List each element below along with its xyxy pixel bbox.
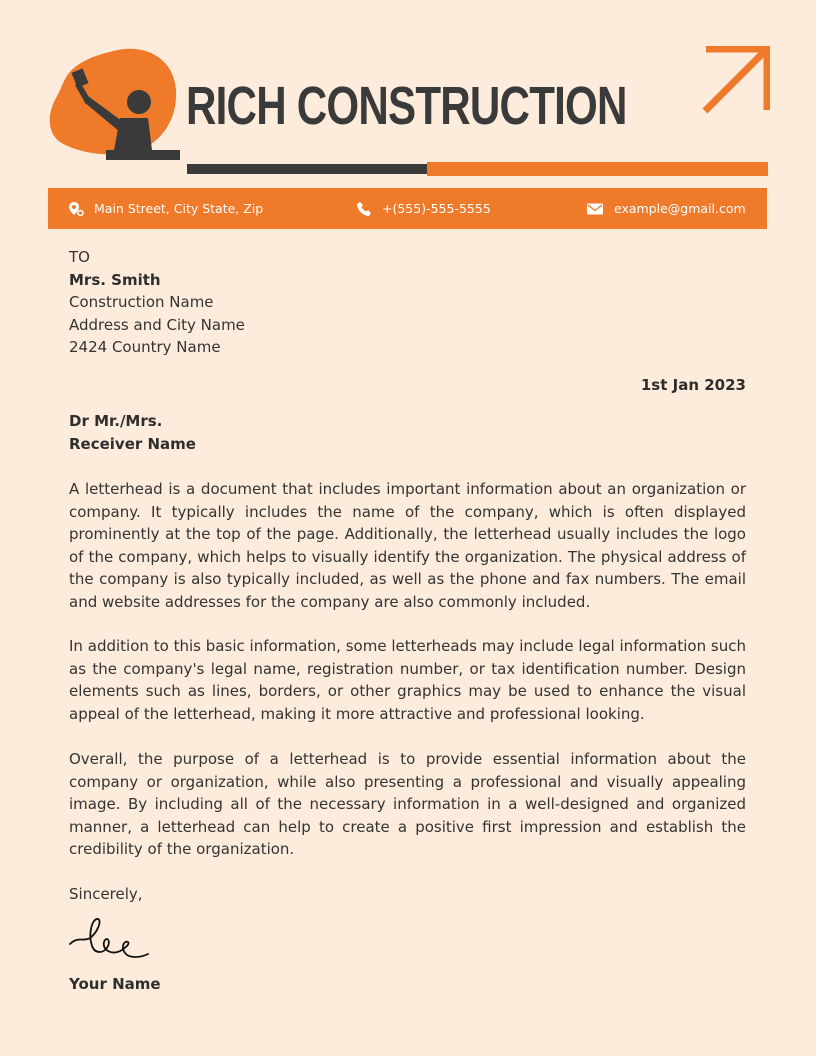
location-pin-icon: [68, 201, 84, 217]
letter-date: 1st Jan 2023: [640, 376, 746, 394]
contact-address: [68, 188, 263, 229]
header-divider-orange: [427, 162, 768, 176]
address-text: Main Street, City State, Zip: [94, 201, 264, 216]
contact-email: [586, 188, 746, 229]
header-divider-dark: [187, 164, 429, 174]
recipient-company: Construction Name: [69, 293, 214, 311]
to-label: TO: [69, 248, 90, 266]
email-text: example@gmail.com: [614, 201, 746, 216]
signer-name: Your Name: [69, 975, 161, 993]
envelope-icon: [586, 202, 604, 216]
construction-worker-logo-icon: [48, 46, 180, 162]
salutation-line1: Dr Mr./Mrs.: [69, 412, 163, 430]
company-name: RICH CONSTRUCTION: [186, 76, 627, 136]
body-paragraph-2: In addition to this basic information, some letterheads may include legal information such as the company's legal name, registration number, or tax identification number. Design elements such as lines, borders, or other graphics may be used to enhance the visual appeal of the letterhead, making it more attractive and professional looking.: [69, 637, 746, 723]
salutation-line2: Receiver Name: [69, 435, 196, 453]
recipient-address: Address and City Name: [69, 316, 245, 334]
recipient-name: Mrs. Smith: [69, 271, 161, 289]
sign-off: Sincerely,: [69, 885, 143, 903]
phone-text: +(555)-555-5555: [382, 201, 491, 216]
body-paragraph-3: Overall, the purpose of a letterhead is to provide essential information about the company or organization, while also presenting a professional and visually appealing image. By including all of the necessary information in a well-designed and organized manner, a letterhead can help to create a positive first impression and establish the credibility of the organization.: [69, 750, 746, 858]
contact-phone: [356, 188, 491, 229]
handwritten-signature: [68, 914, 154, 964]
phone-icon: [356, 201, 372, 217]
contact-band: [48, 188, 767, 229]
body-paragraph-1: A letterhead is a document that includes important information about an organization or company. It typically includes the name of the company, which is often displayed prominently at the top of the page. Additionally, the letterhead usually includes the logo of the company, which helps to visually identify the organization. The physical address of the company is also typically included, as well as the phone and fax numbers. The email and website addresses for the company are also commonly included.: [69, 480, 746, 611]
arrow-up-right-icon: [700, 46, 770, 116]
recipient-country: 2424 Country Name: [69, 338, 221, 356]
